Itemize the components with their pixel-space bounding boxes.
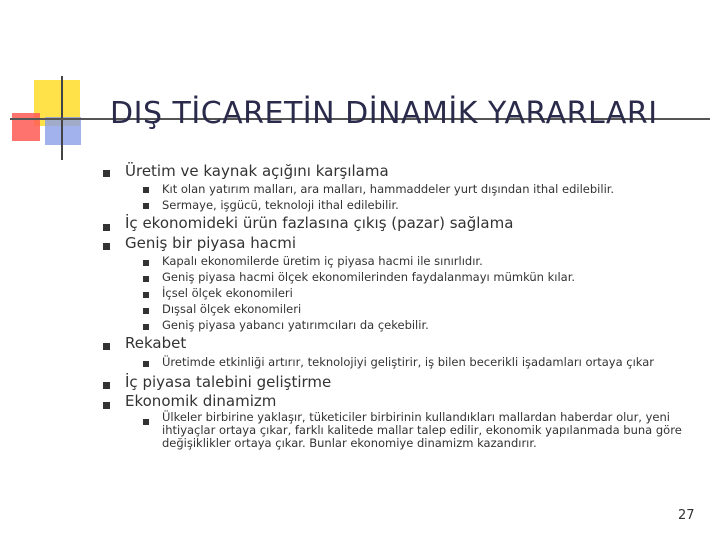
bullet-marker [103, 402, 110, 409]
bullet-item: Ekonomik dinamizm [125, 392, 277, 410]
bullet-item: İç ekonomideki ürün fazlasına çıkış (pazar) sağlama [125, 214, 514, 232]
bullet-item: İç piyasa talebini geliştirme [125, 373, 332, 391]
sub-bullet-item: Geniş piyasa hacmi ölçek ekonomilerinden faydalanmayı mümkün kılar. [162, 270, 576, 284]
bullet-item: Geniş bir piyasa hacmi [125, 234, 296, 252]
sub-bullet-item: Geniş piyasa yabancı yatırımcıları da çekebilir. [162, 318, 429, 332]
sub-bullet-marker [143, 276, 149, 282]
bullet-marker [103, 243, 110, 250]
page-number: 27 [678, 508, 695, 523]
sub-bullet-item: Sermaye, işgücü, teknoloji ithal edilebilir. [162, 198, 399, 212]
sub-bullet-item: Üretimde etkinliği artırır, teknolojiyi geliştirir, iş bilen becerikli işadamları ortaya çıkar [162, 355, 655, 369]
sub-bullet-marker [143, 419, 149, 425]
sub-bullet-marker [143, 260, 149, 266]
bullet-marker [103, 382, 110, 389]
sub-bullet-item: İçsel ölçek ekonomileri [162, 286, 293, 300]
bullet-item: Rekabet [125, 334, 187, 352]
bullet-marker [103, 170, 110, 177]
sub-bullet-marker [143, 324, 149, 330]
sub-bullet-marker [143, 308, 149, 314]
bullet-marker [103, 343, 110, 350]
sub-bullet-item: Kapalı ekonomilerde üretim iç piyasa hacmi ile sınırlıdır. [162, 254, 483, 268]
slide-title: DIŞ TİCARETİN DİNAMİK YARARLARI [110, 96, 658, 131]
sub-bullet-item: Ülkeler birbirine yaklaşır, tüketiciler birbirinin kullandıkları mallardan haberdar olur, yeni ihtiyaçlar ortaya çıkar, farklı kalitede mallar talep edilir, ekonomik yapılanmada buna göre değişiklikler ortaya çıkar. Bunlar ekonomiye dinamizm kazandırır. [162, 410, 682, 450]
sub-bullet-marker [143, 203, 149, 209]
sub-bullet-marker [143, 292, 149, 298]
sub-bullet-marker [143, 187, 149, 193]
bullet-item: Üretim ve kaynak açığını karşılama [125, 162, 389, 180]
sub-bullet-marker [143, 361, 149, 367]
sub-bullet-item: Kıt olan yatırım malları, ara malları, hammaddeler yurt dışından ithal edilebilir. [162, 182, 615, 196]
sub-bullet-item: Dışsal ölçek ekonomileri [162, 302, 302, 316]
bullet-marker [103, 224, 110, 231]
